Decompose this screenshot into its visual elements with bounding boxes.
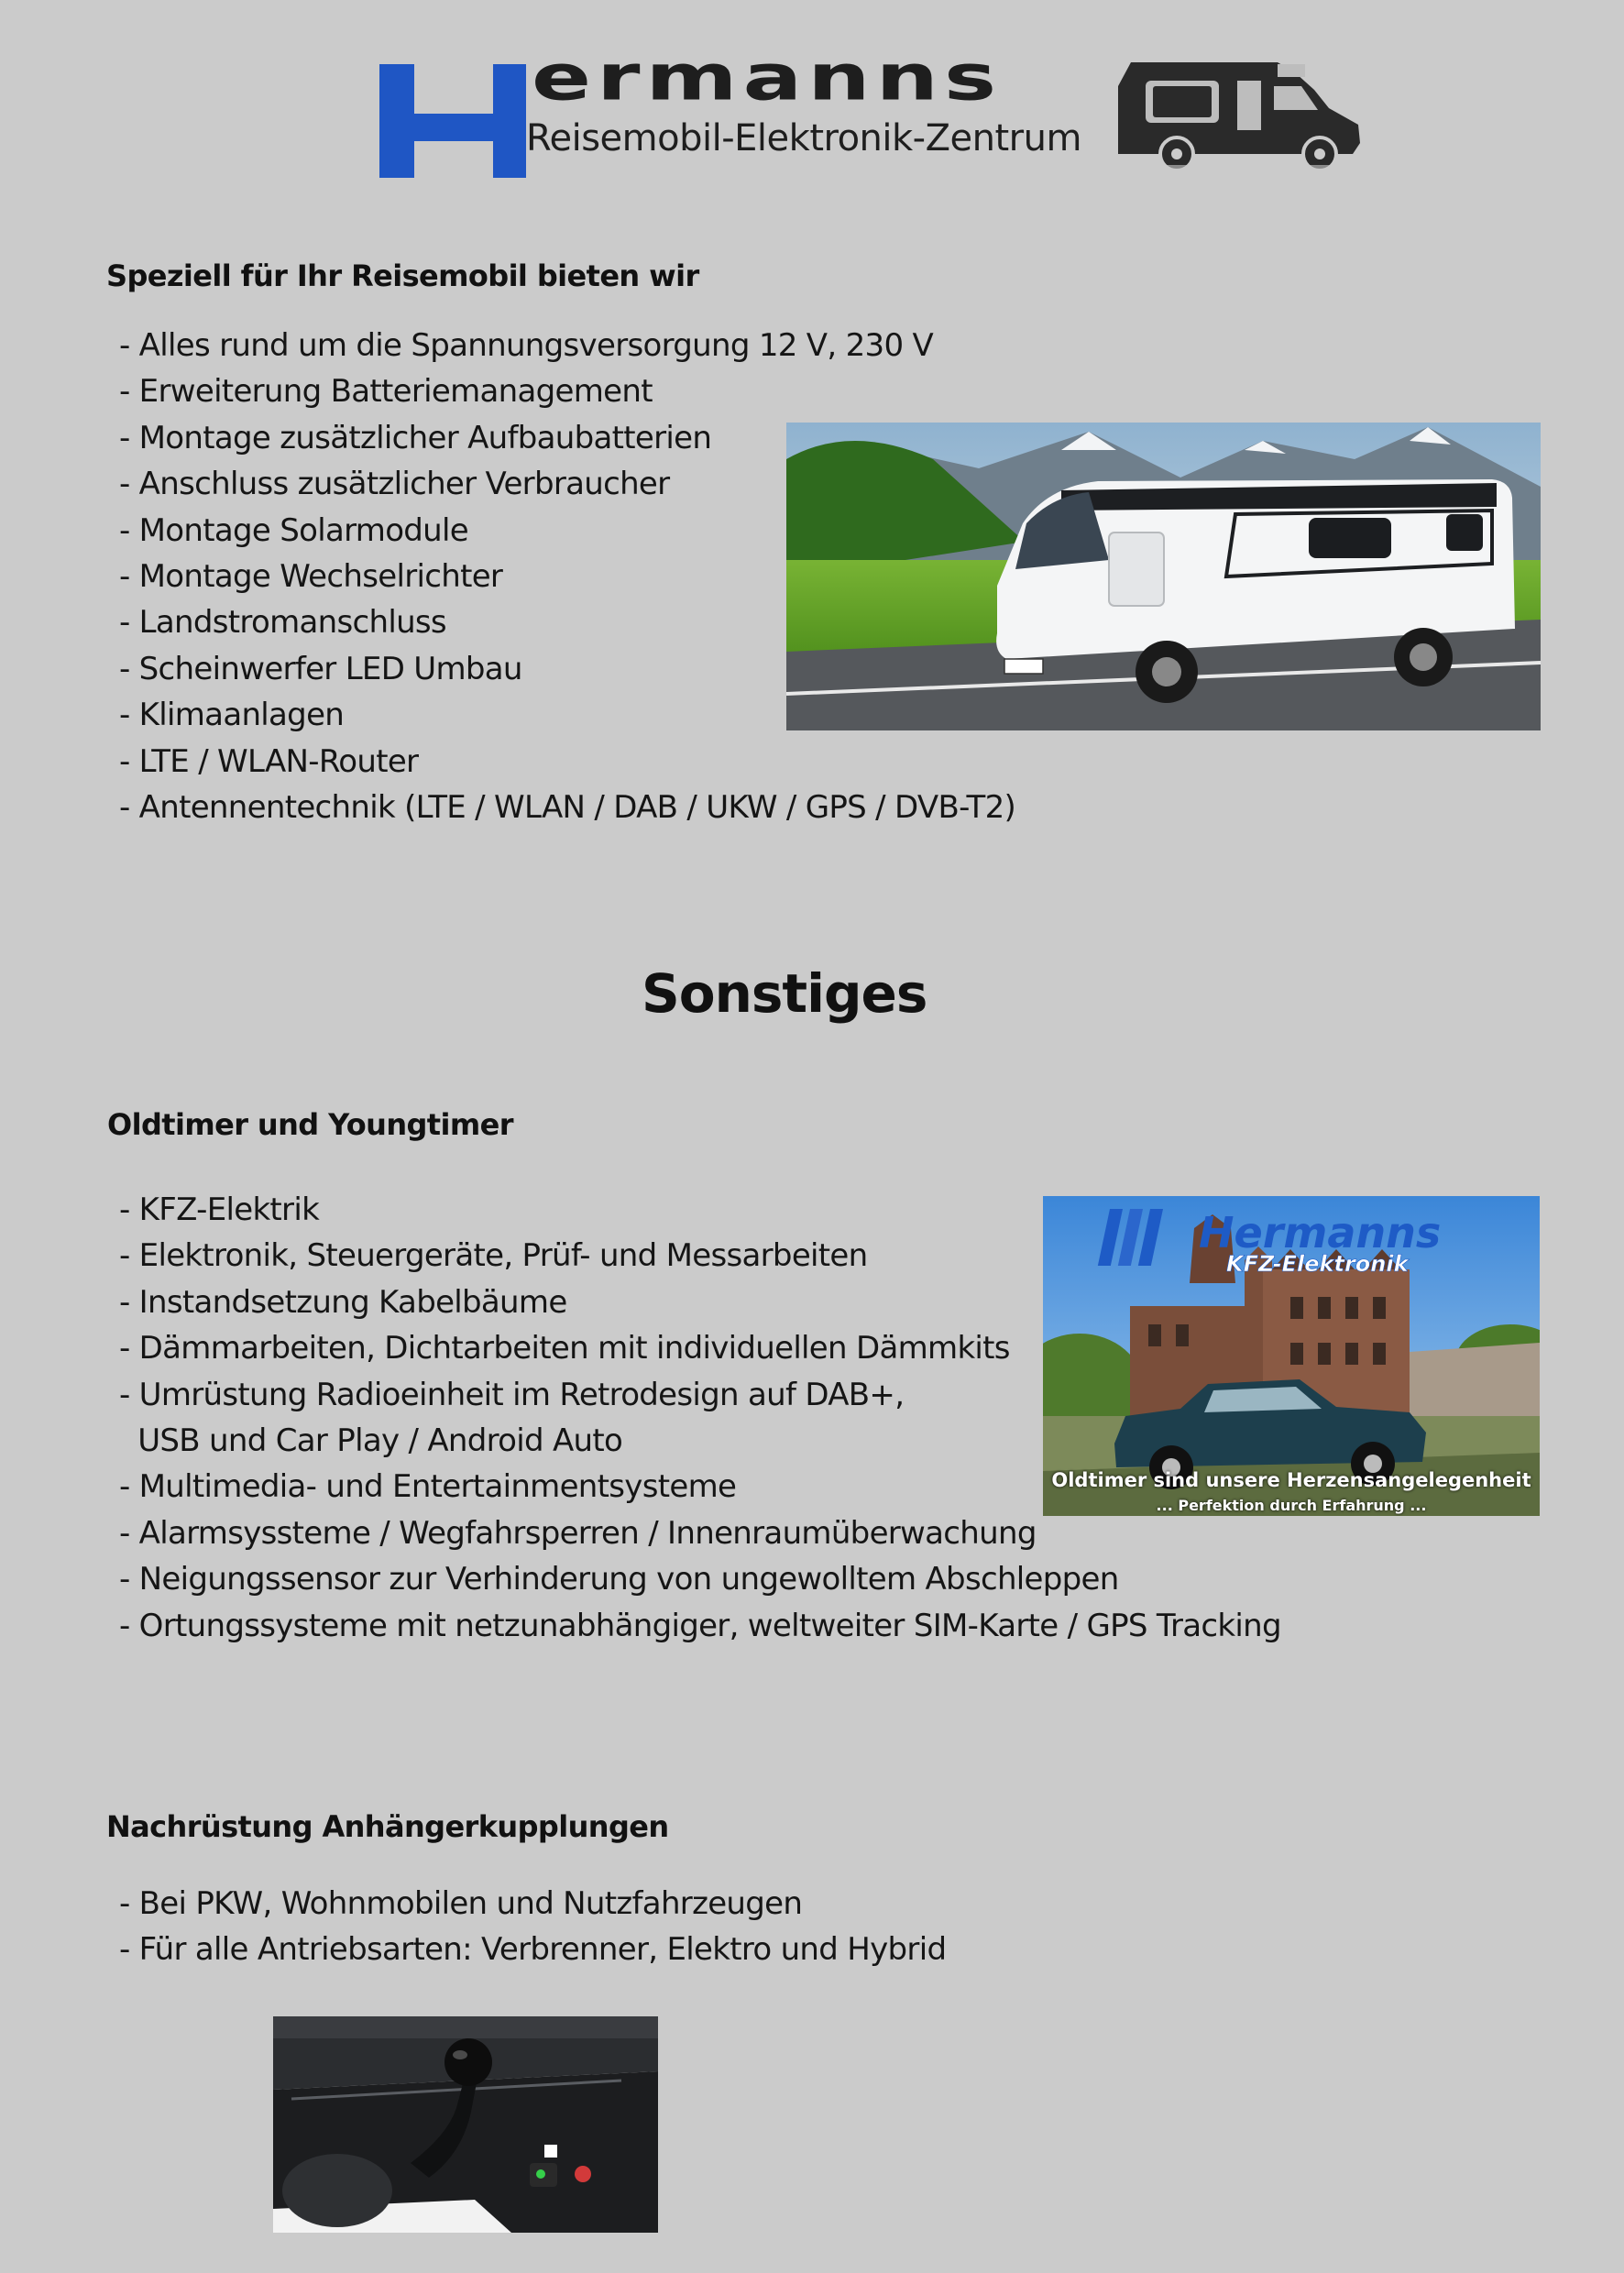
list-item: - Dämmarbeiten, Dichtarbeiten mit individuellen Dämmkits <box>119 1330 1010 1367</box>
photo-brand-sub: KFZ-Elektronik <box>1226 1251 1409 1277</box>
photo-brand: Hermanns <box>1199 1208 1442 1257</box>
tow-hitch-photo <box>273 2016 658 2233</box>
list-item: - Umrüstung Radioeinheit im Retrodesign auf DAB+, <box>119 1376 905 1413</box>
motorhome-photo <box>786 423 1541 730</box>
oldtimer-photo <box>1043 1196 1540 1516</box>
list-item: - Multimedia- und Entertainmentsysteme <box>119 1468 737 1506</box>
logo-wordmark: ermanns <box>532 40 1003 115</box>
list-item: - Anschluss zusätzlicher Verbraucher <box>119 466 670 503</box>
list-item: - KFZ-Elektrik <box>119 1191 320 1228</box>
list-item: - Klimaanlagen <box>119 697 345 734</box>
list-item: - Ortungssysteme mit netzunabhängiger, weltweiter SIM-Karte / GPS Tracking <box>119 1607 1281 1644</box>
motorhome-silhouette-icon <box>1113 55 1366 183</box>
motorhome-illustration <box>786 423 1541 730</box>
list-item: - Elektronik, Steuergeräte, Prüf- und Messarbeiten <box>119 1237 868 1275</box>
oldtimer-illustration <box>1043 1196 1540 1516</box>
photo-caption: Oldtimer sind unsere Herzensangelegenheit <box>1051 1469 1531 1491</box>
list-item: - Instandsetzung Kabelbäume <box>119 1283 567 1321</box>
logo-subtitle: Reisemobil-Elektronik-Zentrum <box>526 117 1081 159</box>
list-item: - Alles rund um die Spannungsversorgung 12 V, 230 V <box>119 327 934 364</box>
company-logo <box>378 40 1366 183</box>
list-item: - Bei PKW, Wohnmobilen und Nutzfahrzeugen <box>119 1885 803 1922</box>
list-item: - Landstromanschluss <box>119 604 446 642</box>
section-heading-oldtimer: Oldtimer und Youngtimer <box>107 1107 513 1142</box>
list-item: - Montage Solarmodule <box>119 511 468 549</box>
list-item: - LTE / WLAN-Router <box>119 742 419 780</box>
list-item: - Für alle Antriebsarten: Verbrenner, Elektro und Hybrid <box>119 1931 947 1969</box>
list-item: - Montage Wechselrichter <box>119 558 503 596</box>
list-item: - Scheinwerfer LED Umbau <box>119 650 522 687</box>
section-heading-rv: Speziell für Ihr Reisemobil bieten wir <box>106 258 699 293</box>
section-heading-hitch: Nachrüstung Anhängerkupplungen <box>106 1809 669 1844</box>
list-item: - Antennentechnik (LTE / WLAN / DAB / UKW / GPS / DVB-T2) <box>119 789 1016 827</box>
list-item: - Montage zusätzlicher Aufbaubatterien <box>119 419 712 456</box>
hitch-service-list <box>119 1881 946 1973</box>
list-item: USB und Car Play / Android Auto <box>119 1422 623 1460</box>
photo-caption-sub: ... Perfektion durch Erfahrung ... <box>1156 1497 1427 1514</box>
section-title-sonstiges: Sonstiges <box>642 962 927 1025</box>
list-item: - Neigungssensor zur Verhinderung von ungewolltem Abschleppen <box>119 1561 1119 1598</box>
list-item: - Erweiterung Batteriemanagement <box>119 373 653 411</box>
logo-h-mark <box>378 59 526 178</box>
tow-hitch-illustration <box>273 2016 658 2233</box>
list-item: - Alarmsyssteme / Wegfahrsperren / Innenraumüberwachung <box>119 1514 1037 1552</box>
